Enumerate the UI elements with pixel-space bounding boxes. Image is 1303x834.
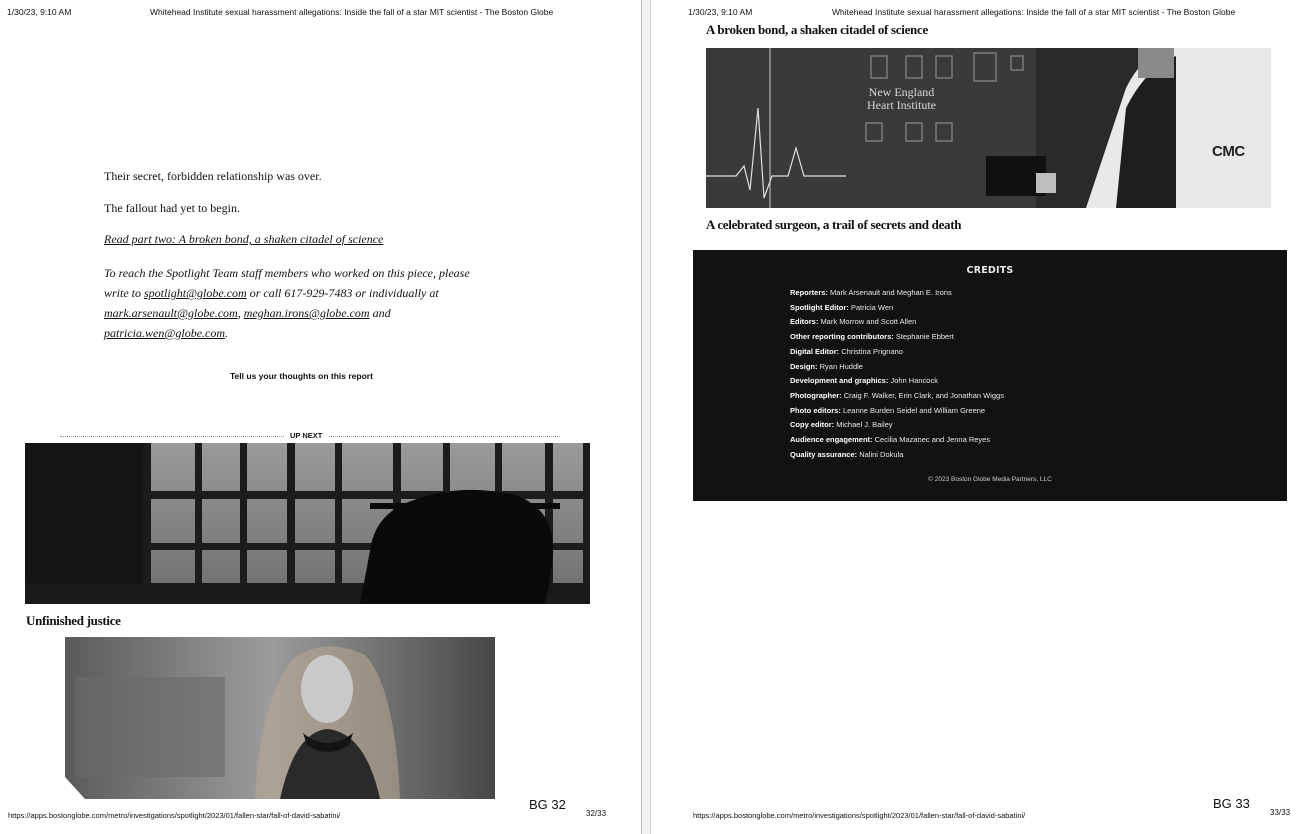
footer-url: https://apps.bostonglobe.com/metro/investigations/spotlight/2023/01/fallen-star/fall-of-david-sabatini/ <box>693 811 1026 820</box>
header-title: Whitehead Institute sexual harassment allegations: Inside the fall of a star MIT scientist - The Boston Globe <box>832 7 1236 17</box>
page-number: 33/33 <box>1270 808 1291 817</box>
credit-names: Patricia Wen <box>850 302 894 312</box>
credits-title: CREDITS <box>966 265 1014 276</box>
credit-row <box>790 406 985 415</box>
credit-role: Photographer: <box>790 390 842 400</box>
credit-role: Digital Editor: <box>790 346 840 356</box>
heart-institute-sign <box>867 86 936 112</box>
credit-role: Photo editors: <box>790 405 841 415</box>
credit-row <box>790 303 893 312</box>
portrait-image <box>65 637 521 799</box>
credit-role: Other reporting contributors: <box>790 332 894 342</box>
header-datetime: 1/30/23, 9:10 AM <box>688 7 753 17</box>
read-part-two-link[interactable]: Read part two: A broken bond, a shaken citadel of science <box>104 232 384 246</box>
credits-panel <box>693 250 1287 501</box>
credit-row <box>790 317 916 326</box>
story-headline-broken-bond[interactable]: A broken bond, a shaken citadel of science <box>706 22 928 37</box>
credit-names: Cecilia Mazanec and Jenna Reyes <box>874 435 991 444</box>
body-paragraph: The fallout had yet to begin. <box>104 201 240 215</box>
credit-names: Stephanie Ebbert <box>895 332 954 342</box>
email-link-patricia-wen[interactable]: patricia.wen@globe.com <box>104 326 226 340</box>
credit-row <box>790 391 1004 400</box>
credit-role: Copy editor: <box>790 420 835 430</box>
up-next-label: UP NEXT <box>284 431 328 440</box>
credit-names: Ryan Huddle <box>819 361 863 371</box>
body-paragraph: Their secret, forbidden relationship was over. <box>104 169 322 183</box>
story-photo-unfinished-justice[interactable] <box>25 443 590 604</box>
contact-text: , <box>237 306 244 320</box>
credit-names: John Hancock <box>890 376 938 386</box>
header-title: Whitehead Institute sexual harassment allegations: Inside the fall of a star MIT scientist - The Boston Globe <box>150 7 554 17</box>
credit-names: Mark Morrow and Scott Allen <box>820 317 917 327</box>
story-headline-celebrated-surgeon[interactable]: A celebrated surgeon, a trail of secrets and death <box>706 217 962 232</box>
credit-role: Development and graphics: <box>790 376 889 386</box>
sign-line: Heart Institute <box>867 98 936 112</box>
credit-row <box>790 376 938 385</box>
contact-text: . <box>225 326 229 340</box>
heart-institute-image <box>706 48 1271 208</box>
credit-role: Audience engagement: <box>790 435 873 444</box>
credit-role: Reporters: <box>790 288 828 297</box>
print-page-33 <box>651 0 1303 834</box>
credit-role: Editors: <box>790 317 819 327</box>
story-photo-heart-institute[interactable] <box>706 48 1271 208</box>
credit-role: Quality assurance: <box>790 449 858 459</box>
credit-names: Michael J. Bailey <box>836 420 893 430</box>
credit-role: Design: <box>790 361 818 371</box>
copyright-notice: © 2023 Boston Globe Media Partners, LLC <box>928 476 1052 483</box>
contact-text: To reach the Spotlight Team staff members who worked on this piece, please <box>104 266 470 280</box>
page-number: 32/33 <box>586 809 607 818</box>
contact-paragraph <box>104 263 504 343</box>
cmc-logo: CMC <box>1212 143 1245 160</box>
silhouette-window-image <box>25 443 590 604</box>
credit-row <box>790 450 903 459</box>
credit-row <box>790 347 903 356</box>
bates-number: BG 33 <box>1213 796 1250 811</box>
email-link-spotlight[interactable]: spotlight@globe.com <box>144 286 247 300</box>
credit-row <box>790 332 954 341</box>
page-gutter <box>641 0 651 834</box>
contact-text: write to <box>104 286 145 300</box>
feedback-link[interactable]: Tell us your thoughts on this report <box>230 371 373 381</box>
credit-row <box>790 420 893 429</box>
credit-names: Mark Arsenault and Meghan E. Irons <box>830 288 952 297</box>
credit-names: Craig F. Walker, Erin Clark, and Jonathan Wiggs <box>843 390 1004 400</box>
contact-text: or call 617-929-7483 or individually at <box>246 286 439 300</box>
credit-row <box>790 435 990 444</box>
contact-text: and <box>369 306 391 320</box>
credit-names: Leanne Burden Seidel and William Greene <box>842 405 986 415</box>
header-datetime: 1/30/23, 9:10 AM <box>7 7 72 17</box>
story-photo-portrait[interactable] <box>65 637 521 799</box>
credit-row <box>790 288 952 297</box>
story-headline-unfinished-justice[interactable]: Unfinished justice <box>26 613 121 628</box>
credit-names: Nalini Dokula <box>859 449 904 459</box>
footer-url: https://apps.bostonglobe.com/metro/investigations/spotlight/2023/01/fallen-star/fall-of-david-sabatini/ <box>8 811 341 820</box>
credit-row <box>790 362 863 371</box>
bates-number: BG 32 <box>529 797 566 812</box>
sign-line: New England <box>868 85 935 99</box>
email-link-mark-arsenault[interactable]: mark.arsenault@globe.com <box>104 306 238 320</box>
credit-role: Spotlight Editor: <box>790 302 849 312</box>
email-link-meghan-irons[interactable]: meghan.irons@globe.com <box>243 306 370 320</box>
print-page-32 <box>0 0 641 834</box>
credit-names: Christina Prignano <box>841 346 903 356</box>
